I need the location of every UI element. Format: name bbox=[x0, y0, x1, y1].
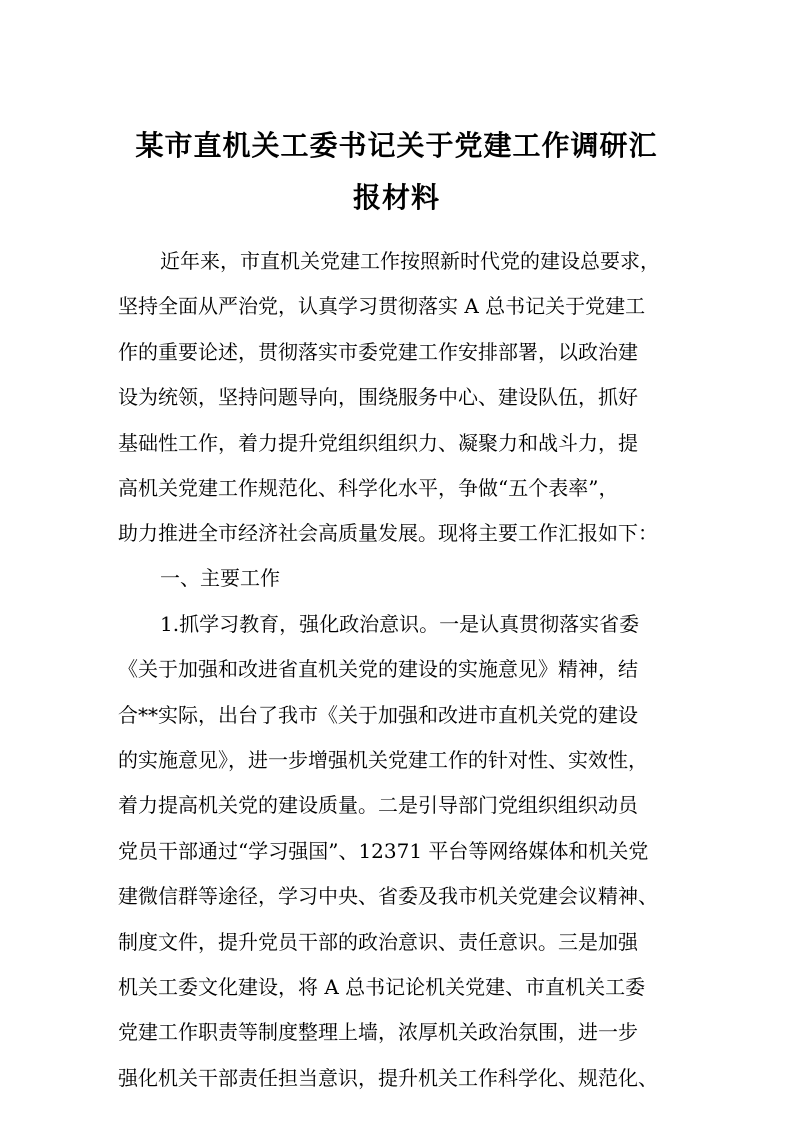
paragraph-line: 制度文件，提升党员干部的政治意识、责任意识。三是加强 bbox=[118, 930, 638, 954]
paragraph-line: 基础性工作，着力提升党组织组织力、凝聚力和战斗力，提 bbox=[118, 431, 638, 455]
paragraph-line: 坚持全面从严治党，认真学习贯彻落实 A 总书记关于党建工 bbox=[118, 294, 646, 318]
document-title-line-2: 报材料 bbox=[352, 181, 440, 214]
paragraph-line: 合**实际，出台了我市《关于加强和改进市直机关党的建设 bbox=[118, 703, 638, 727]
paragraph-line: 近年来，市直机关党建工作按照新时代党的建设总要求， bbox=[160, 249, 660, 273]
paragraph-line: 建微信群等途径，学习中央、省委及我市机关党建会议精神、 bbox=[118, 884, 658, 908]
paragraph-line: 《关于加强和改进省直机关党的建设的实施意见》精神，结 bbox=[118, 657, 638, 681]
paragraph-line: 着力提高机关党的建设质量。二是引导部门党组织组织动员 bbox=[118, 793, 638, 817]
paragraph-line: 党建工作职责等制度整理上墙，浓厚机关政治氛围，进一步 bbox=[118, 1020, 638, 1044]
paragraph-line: 作的重要论述，贯彻落实市委党建工作安排部署，以政治建 bbox=[118, 340, 638, 364]
document-title-line-1: 某市直机关工委书记关于党建工作调研汇 bbox=[135, 129, 658, 162]
paragraph-line: 机关工委文化建设，将 A 总书记论机关党建、市直机关工委 bbox=[118, 975, 646, 999]
paragraph-line: 党员干部通过“学习强国”、12371 平台等网络媒体和机关党 bbox=[118, 839, 649, 863]
paragraph-line: 的实施意见》，进一步增强机关党建工作的针对性、实效性， bbox=[118, 748, 648, 772]
paragraph-line: 助力推进全市经济社会高质量发展。现将主要工作汇报如下： bbox=[118, 521, 658, 545]
paragraph-line: 高机关党建工作规范化、科学化水平，争做“五个表率”， bbox=[118, 476, 619, 500]
paragraph-line: 强化机关干部责任担当意识，提升机关工作科学化、规范化、 bbox=[118, 1066, 658, 1090]
section-heading-text: 一、主要工作 bbox=[160, 566, 280, 590]
paragraph-line: 1.抓学习教育，强化政治意识。一是认真贯彻落实省委 bbox=[160, 612, 640, 636]
paragraph-line: 设为统领，坚持问题导向，围绕服务中心、建设队伍，抓好 bbox=[118, 385, 638, 409]
